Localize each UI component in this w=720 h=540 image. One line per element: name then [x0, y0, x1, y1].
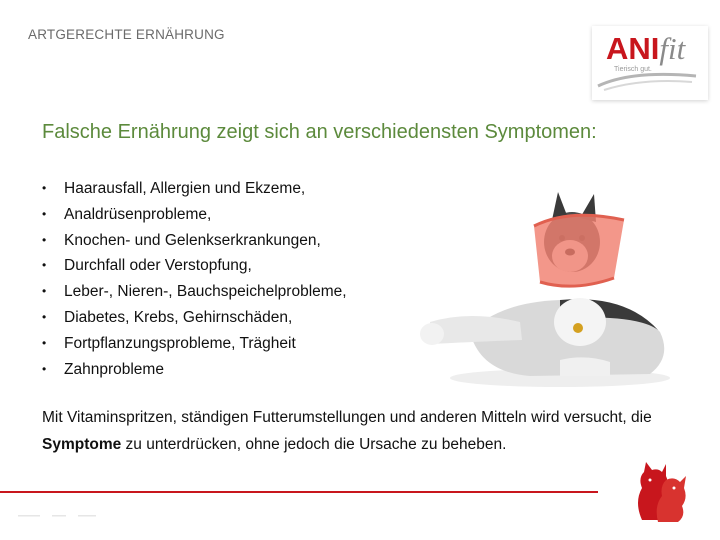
logo-wordmark: [606, 32, 685, 66]
slide-title: Falsche Ernährung zeigt sich an verschiedensten Symptomen:: [42, 121, 597, 143]
list-item: [42, 228, 422, 254]
list-item-text: Diabetes, Krebs, Gehirnschäden,: [64, 308, 293, 326]
list-item-text: Knochen- und Gelenkserkrankungen,: [64, 231, 321, 249]
bullet-icon: •: [42, 309, 47, 324]
list-item: [42, 202, 422, 228]
list-item-text: Leber-, Nieren-, Bauchspeichelprobleme,: [64, 283, 347, 301]
symptom-list: [42, 176, 422, 382]
bullet-icon: •: [42, 232, 47, 247]
list-item: [42, 305, 422, 331]
bullet-icon: •: [42, 335, 47, 350]
logo-brand-fit: fit: [659, 31, 686, 66]
footer-divider: [0, 491, 598, 493]
bullet-icon: •: [42, 181, 47, 195]
list-item: [42, 331, 422, 357]
list-item: [42, 357, 422, 383]
paragraph-text-start: Mit Vitaminspritzen, ständigen Futterumstellungen und anderen Mitteln wird versucht, die: [42, 409, 652, 426]
logo-tagline: Tierisch gut.: [614, 66, 652, 73]
bullet-icon: •: [42, 361, 47, 376]
bullet-icon: •: [42, 258, 47, 273]
list-item-text: Analdrüsenprobleme,: [64, 205, 212, 223]
list-item-text: Durchfall oder Verstopfung,: [64, 257, 252, 275]
anifit-logo: [592, 26, 708, 100]
footer-faint-marks: [18, 512, 118, 520]
summary-paragraph: [42, 404, 652, 458]
paragraph-text-end: zu unterdrücken, ohne jedoch die Ursache zu beheben.: [121, 436, 507, 453]
bullet-icon: •: [42, 206, 47, 221]
paragraph-emphasis: Symptome: [42, 436, 122, 453]
cat-and-dog-silhouette-icon: [628, 450, 690, 526]
header-label: ARTGERECHTE ERNÄHRUNG: [28, 27, 225, 42]
list-item: [42, 253, 422, 279]
list-item: [42, 176, 422, 202]
list-item-text: Haarausfall, Allergien und Ekzeme,: [64, 180, 306, 197]
list-item: [42, 279, 422, 305]
list-item-text: Fortpflanzungsprobleme, Trägheit: [64, 334, 296, 352]
bullet-icon: •: [42, 284, 47, 299]
dog-with-cone-icon: [410, 182, 680, 392]
logo-brand-ani: ANI: [606, 31, 660, 66]
list-item-text: Zahnprobleme: [64, 360, 164, 378]
